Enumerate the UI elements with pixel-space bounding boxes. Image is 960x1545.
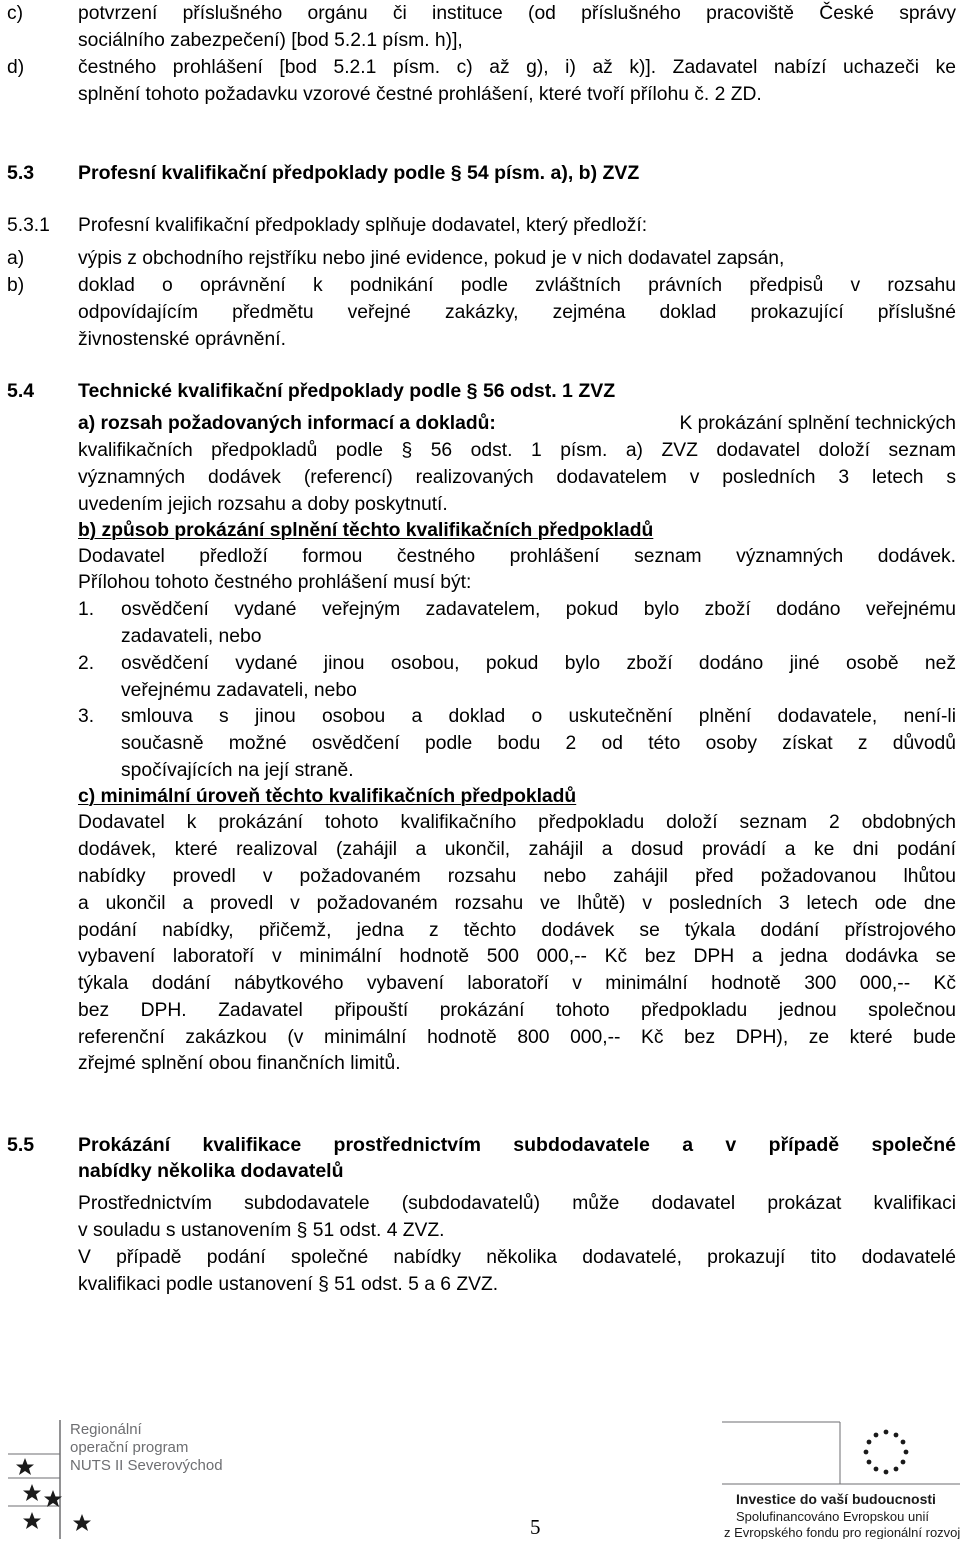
paragraph-line: potvrzení příslušného orgánu či instituce (od příslušného pracoviště České správy xyxy=(78,3,956,24)
paragraph-line: Profesní kvalifikační předpoklady splňuje dodavatel, který předloží: xyxy=(78,215,648,236)
svg-text:Investice do vaší budoucnosti: Investice do vaší budoucnosti xyxy=(736,1491,936,1507)
list-number: 1. xyxy=(78,599,95,620)
list-item-line: smlouva s jinou osobou a doklad o uskutečnění plnění dodavatele, není-li xyxy=(121,706,956,727)
paragraph-line: referenční zakázkou (v minimální hodnotě 800 000,-- Kč bez DPH), ze které bude xyxy=(78,1027,956,1048)
list-item-line: osvědčení vydané veřejným zadavatelem, pokud bylo zboží dodáno veřejnému xyxy=(121,599,956,620)
paragraph-line: významných dodávek (referencí) realizovaných dodavatelem v posledních 3 letech s xyxy=(78,467,956,488)
paragraph-line: odpovídajícím předmětu veřejné zakázky, zejména doklad prokazující příslušné xyxy=(78,302,956,323)
page-number: 5 xyxy=(530,1515,541,1539)
paragraph-line: splnění tohoto požadavku vzorové čestné prohlášení, které tvoří přílohu č. 2 ZD. xyxy=(78,84,762,105)
section-number: 5.5 xyxy=(7,1134,35,1156)
paragraph-line: a ukončil a provedl v požadovaném rozsahu ve lhůtě) v posledních 3 letech ode dne xyxy=(78,893,956,914)
section-heading: nabídky několika dodavatelů xyxy=(78,1160,344,1182)
svg-text:Spolufinancováno Evropskou uni: Spolufinancováno Evropskou unií xyxy=(736,1509,929,1524)
star-icon xyxy=(23,1484,41,1501)
list-item-line: veřejnému zadavateli, nebo xyxy=(121,680,357,701)
list-label-b: b) xyxy=(7,275,25,296)
subheading-a: a) rozsah požadovaných informací a dokladů: xyxy=(78,413,496,434)
svg-text:operační program: operační program xyxy=(70,1439,189,1456)
paragraph-line: Dodavatel k prokázání tohoto kvalifikačního předpokladu doloží seznam 2 obdobných xyxy=(78,812,956,833)
section-heading: Technické kvalifikační předpoklady podle § 56 odst. 1 ZVZ xyxy=(78,380,616,402)
paragraph-line: uvedením jejich rozsahu a doby poskytnutí. xyxy=(78,494,448,515)
list-number: 3. xyxy=(78,706,95,727)
list-label-d: d) xyxy=(7,57,25,78)
list-item-line: spočívajících na její straně. xyxy=(121,760,354,781)
section-number: 5.4 xyxy=(7,380,35,402)
section-heading: Prokázání kvalifikace prostřednictvím subdodavatele a v případě společné xyxy=(78,1134,956,1156)
paragraph-line: živnostenské oprávnění. xyxy=(78,329,286,350)
eu-flag-logo xyxy=(722,1418,960,1539)
paragraph-line: týkala dodání nábytkového vybavení laboratoří v minimální hodnotě 300 000,-- Kč xyxy=(78,973,956,994)
paragraph-line: Dodavatel předloží formou čestného prohlášení seznam významných dodávek. xyxy=(78,546,956,567)
list-label-a: a) xyxy=(7,248,25,269)
paragraph-line: kvalifikaci podle ustanovení § 51 odst. 5 a 6 ZVZ. xyxy=(78,1274,499,1295)
list-number: 2. xyxy=(78,653,95,674)
paragraph-fragment: K prokázání splnění technických xyxy=(679,413,956,434)
paragraph-line: V případě podání společné nabídky několika dodavatelé, prokazují tito dodavatelé xyxy=(78,1247,956,1268)
svg-text:Regionální: Regionální xyxy=(70,1421,142,1438)
subsection-number: 5.3.1 xyxy=(7,215,50,236)
list-label-c: c) xyxy=(7,3,24,24)
list-item-line: zadavateli, nebo xyxy=(121,626,262,647)
paragraph-line: podání nabídky, přičemž, jedna z těchto dodávek se týkala dodání přístrojového xyxy=(78,920,956,941)
paragraph-line: sociálního zabezpečení) [bod 5.2.1 písm. h)], xyxy=(78,30,463,51)
svg-text:z Evropského fondu pro regioná: z Evropského fondu pro regionální rozvoj xyxy=(724,1525,960,1539)
subheading-c: c) minimální úroveň těchto kvalifikačních předpokladů xyxy=(78,786,577,807)
paragraph-line: Přílohou tohoto čestného prohlášení musí být: xyxy=(78,572,472,593)
paragraph-line: kvalifikačních předpokladů podle § 56 odst. 1 písm. a) ZVZ dodavatel doloží seznam xyxy=(78,440,956,461)
subheading-b: b) způsob prokázání splnění těchto kvalifikačních předpokladů xyxy=(78,520,654,541)
paragraph-line: nabídky provedl v požadovaném rozsahu nebo zahájil před požadovanou lhůtou xyxy=(78,866,956,887)
paragraph-line: vybavení laboratoří v minimální hodnotě 500 000,-- Kč bez DPH a jedna dodávka se xyxy=(78,946,956,967)
list-item-line: osvědčení vydané jinou osobou, pokud bylo zboží dodáno jiné osobě než xyxy=(121,653,956,674)
section-number: 5.3 xyxy=(7,162,35,184)
star-icon xyxy=(16,1458,34,1475)
paragraph-line xyxy=(78,413,956,435)
list-item-line: současně možné osvědčení podle bodu 2 od této osoby získat z důvodů xyxy=(121,733,956,754)
section-heading: Profesní kvalifikační předpoklady podle § 54 písm. a), b) ZVZ xyxy=(78,162,640,184)
paragraph-line: zřejmé splnění obou finančních limitů. xyxy=(78,1053,401,1074)
paragraph-line: výpis z obchodního rejstříku nebo jiné evidence, pokud je v nich dodavatel zapsán, xyxy=(78,248,785,269)
star-icon xyxy=(23,1512,41,1529)
eu-stars-icon xyxy=(864,1430,909,1475)
paragraph-line: v souladu s ustanovením § 51 odst. 4 ZVZ. xyxy=(78,1220,445,1241)
star-icon xyxy=(73,1514,91,1531)
svg-text:NUTS II Severovýchod: NUTS II Severovýchod xyxy=(70,1457,223,1474)
paragraph-line: Prostřednictvím subdodavatele (subdodavatelů) může dodavatel prokázat kvalifikaci xyxy=(78,1193,956,1214)
rop-nuts-severovychod-logo xyxy=(8,1418,248,1539)
paragraph-line: čestného prohlášení [bod 5.2.1 písm. c) až g), i) až k)]. Zadavatel nabízí uchazeči ke xyxy=(78,57,956,78)
paragraph-line: dodávek, které realizoval (zahájil a ukončil, zahájil a dosud provádí a ke dni podání xyxy=(78,839,956,860)
paragraph-line: doklad o oprávnění k podnikání podle zvláštních právních předpisů v rozsahu xyxy=(78,275,956,296)
paragraph-line: bez DPH. Zadavatel připouští prokázání tohoto předpokladu jednou společnou xyxy=(78,1000,956,1021)
